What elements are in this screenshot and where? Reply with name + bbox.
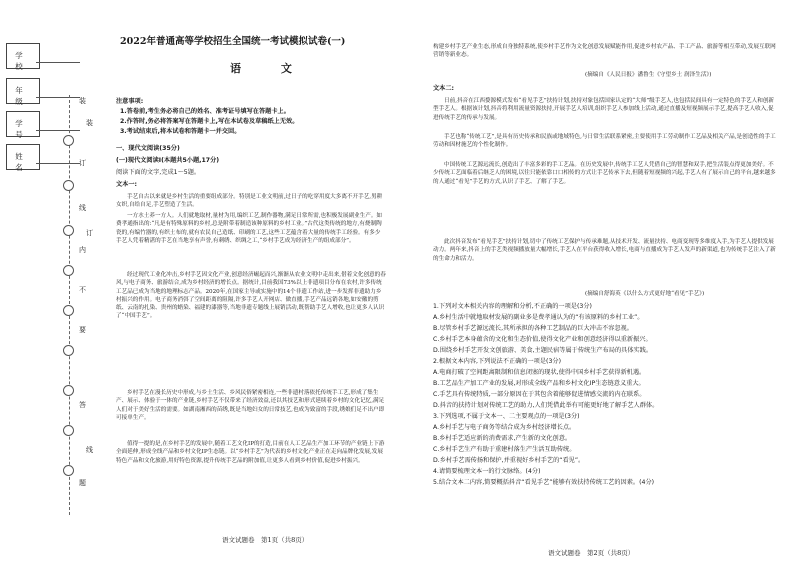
name-field[interactable] [36, 163, 80, 164]
binding-char: 答 [79, 401, 86, 409]
paragraph: 此次抖音发布“看见手艺”扶持计划,切中了传统工艺保护与传承难题,从技术开发、流量扶持、电商变现等多维度入手,为手艺人提供发展动力。两年来,抖音上的手艺类视频播放量大幅增长,手艺人在平台获得收入增长,电商与直播成为手艺人发声的新渠道,也为传统手艺注入了新的生命力和活力。 [433, 239, 776, 262]
text2-label: 文本二: [433, 85, 455, 92]
label-student-id: 学号 [15, 119, 29, 139]
source-citation: (摘编自舒海英《以什么方式更好地“看见”手艺》) [585, 291, 705, 297]
option: C.手艺具有传统特质,一部分原因在于其包含着能够促进情感交流的内在联系。 [433, 391, 646, 398]
binding-hole [63, 305, 74, 316]
question: 5.结合文本二内容,简要概括抖音“看见手艺”能够有效扶持传统工艺的因素。(4分) [433, 479, 655, 486]
paragraph: 构建乡村手艺产业生态,形成自身独特系统,使乡村手艺作为文化创意发展赋能作用,促进乡村农产品、手工产品、旅游等相互带动,发展互联网营销等新业态。 [433, 44, 776, 59]
binding-char: 内 [79, 246, 86, 254]
subsection-heading: (一)现代文阅读Ⅰ(本题共5小题,17分) [116, 157, 220, 164]
option: C.乡村手艺本身蕴含的文化和生态价值,使得文化产业和创意经济得以重新振兴。 [433, 336, 652, 343]
binding-char: 线 [79, 204, 86, 212]
binding-hole [63, 135, 74, 146]
binding-hole [63, 180, 74, 191]
binding-hole [63, 385, 74, 396]
binding-hole [63, 225, 74, 236]
option: D.抖音的扶持计划对传统工艺的助力,人们凭借此举有可能更好地了解手艺人群体。 [433, 402, 659, 409]
option: D.乡村手艺需传扬和保护,并重视好乡村手艺的“看见”。 [433, 457, 585, 464]
binding-hole [63, 265, 74, 276]
question: 4.请简要梳理文本一的行文脉络。(4分) [433, 468, 541, 475]
paragraph: 乡村手艺在漫长历史中形成,与乡土生活、乡风民俗紧密相连,一些非遗村落依托传统手工艺,形成了集生产、展示、体验于一体的产业链,乡村手艺不仅带来了经济效益,还以其技艺和形式延续着乡村的文化记忆,满足人们对于美好生活的需要。如湖南湘西的苗绣,既是当地妇女的日常技艺,也成为致富的手段,绣娘们足不出户即可接单生产。 [116, 390, 385, 421]
label-name: 姓名 [15, 152, 29, 172]
binding-char: 装 [79, 97, 86, 105]
notes-heading: 注意事项: [116, 98, 144, 105]
paragraph: 手艺自古以来就是乡村生活的重要组成部分。特别是工业文明前,过日子的吃穿用度大多离不开手艺,男耕女织,自给自足,手艺塑造了生活。 [116, 194, 383, 209]
option: C.乡村手艺生产有助于重建村落生产生活互助传统。 [433, 446, 576, 453]
notes-item: 2.作答时,务必将答案写在答题卡上,写在本试卷及草稿纸上无效。 [120, 118, 299, 125]
grade-field[interactable] [36, 97, 80, 98]
question: 1.下列对文本相关内容的理解和分析,不正确的一项是(3分) [433, 303, 592, 310]
option: B.工艺品生产加工产业的发展,对形成全线产品和乡村文化IP生态链意义重大。 [433, 380, 645, 387]
binding-char: 装 [86, 119, 93, 127]
paragraph: 经过现代工业化冲击,乡村手艺因文化产业,创意经济崛起而兴,渐渐从农业文明中走出来,借着文化创意的春风,与电子商务、旅游结合,成为乡村经济的增长点。据统计,目前我国73%以上非遗项目分布在农村,许多传统工艺品已成为当地的地理标志产品。2020年,在国家主导或实施中的14个非遗工作站,进一步发挥非遗助力乡村振兴的作用。电子商务消弭了空间距离的阻隔,许多手艺人开网店、做直播,手艺产品远销各地,如安徽的剪纸、云南的扎染、贵州的蜡染、福建的漆器等,当地非遗专题线上展销活动,既帮助手艺人增收,也让更多人认识了“中国手艺”。 [116, 272, 386, 320]
option: A.电商打破了空间距离限制和信息闭塞的现状,使得中国乡村手艺获得新机遇。 [433, 369, 646, 376]
binding-char: 订 [86, 229, 93, 237]
binding-char: 不 [79, 286, 86, 294]
label-grade: 年级 [15, 86, 29, 106]
option: A.乡村手艺与电子商务等结合成为乡村经济增长点。 [433, 424, 576, 431]
binding-char: 要 [79, 326, 86, 334]
binding-hole [63, 465, 74, 476]
paragraph: 一方水土养一方人。人们就地取材,量材为用,编织工艺,制作器物,满足日常所需,也积极发展副业生产。如费孝通指出的:“凡是有特殊原料的乡村,总是附带着制造该种原料的乡村工业。”古代这类传统的地方,有烧制陶瓷的,有编竹器的,有织土布的,就有农民自己造纸、印刷的工艺,这些工艺蕴含着大量的传统手工经验。有多少手艺人凭着精湛的手艺在当地享有声誉,有刺绣、织绸之工,“乡村手艺成为经济生产的组成部分”。 [116, 213, 383, 244]
subject-title: 语 文 [230, 62, 310, 75]
binding-strip [0, 0, 105, 562]
paragraph: 手艺也称“传统工艺”,是具有历史传承和民族或地域特色,与日常生活联系紧密,主要使用手工劳动制作工艺品及相关产品,是创造性的手工劳动和因材施艺的个性化制作。 [433, 134, 776, 149]
option: B.乡村手艺适应新的消费需求,产生新的文化创意。 [433, 435, 572, 442]
paragraph: 值得一提的是,在乡村手艺的发展中,随着工艺文化IP的打造,目前在人工艺品生产加工环节的产业链上下游全面延伸,形成全线产品和乡村文化IP生态链。以“乡村手艺”为代表的乡村文化产业正在走向品牌化发展,发展特色产品和文化旅游,用好特色资源,提升传统手艺品的附加值,让更多人看到乡村价值,促进乡村振兴。 [116, 441, 385, 464]
question: 3.下列选项,不属于文本一、二主要观点的一项是(3分) [433, 413, 580, 420]
option: B.尽管乡村手艺源远流长,其所承担的各种工艺制品的巨大冲击不容忽视。 [433, 325, 633, 332]
instruction: 阅读下面的文字,完成1～5题。 [116, 169, 201, 176]
page-footer-left: 语文试题卷 第1页（共8页） [222, 536, 309, 544]
source-citation: (摘编自《人民日报》潘鲁生《守望乡土 润泽生活》) [585, 72, 712, 78]
school-field[interactable] [36, 62, 80, 63]
option: D.围绕乡村手艺开发文创旅游、美食,主题民宿等属于传统生产布局的具体实践。 [433, 347, 653, 354]
paragraph: 中国传统工艺源远流长,创造出了丰富多彩的手工艺品。在历史发展中,传统手工艺人凭借自己的智慧和双手,把生活装点得更加美好。不少传统工艺面临着后继乏人的困境,以往只能依靠口口相传的方式让手艺传承下去,但随着短视频的兴起,手艺人有了展示自己的平台,越来越多的人通过“看见”手艺的方式,认识了手艺、了解了手艺。 [433, 162, 776, 185]
binding-char: 订 [79, 159, 86, 167]
text1-label: 文本一: [116, 181, 138, 188]
paragraph: 日前,抖音在江西婺源模式发布“看见手艺”扶持计划,扶持对象包括国家认定的“大师”级手艺人,也包括民间具有一定特色的手艺人和创新型手艺人。根据该计划,抖音将利用流量资源扶持,开展手艺人培训,组织手艺人参加线上活动,通过直播及短视频展示手艺,提高手艺人收入,促进传统手艺的传承与发展。 [433, 98, 775, 121]
notes-item: 3.考试结束后,将本试卷和答题卡一并交回。 [120, 128, 241, 135]
page-footer-right: 语文试题卷 第2页（共8页） [548, 549, 635, 557]
student-id-field[interactable] [36, 130, 80, 131]
exam-title: 2022年普通高等学校招生全国统一考试模拟试卷(一) [120, 36, 346, 47]
binding-hole [63, 345, 74, 356]
option: A.乡村生活中就地取材发展的副业多是费孝通认为的“有该原料的乡村工业”。 [433, 314, 644, 321]
label-school: 学校 [15, 51, 29, 71]
binding-char: 线 [86, 446, 93, 454]
binding-char: 题 [79, 479, 86, 487]
binding-hole [63, 425, 74, 436]
notes-item: 1.答卷前,考生务必将自己的姓名、准考证号填写在答题卡上。 [120, 108, 290, 115]
section-heading: 一、现代文阅读(35分) [116, 145, 180, 152]
question: 2.根据文本内容,下列说法不正确的一项是(3分) [433, 358, 562, 365]
